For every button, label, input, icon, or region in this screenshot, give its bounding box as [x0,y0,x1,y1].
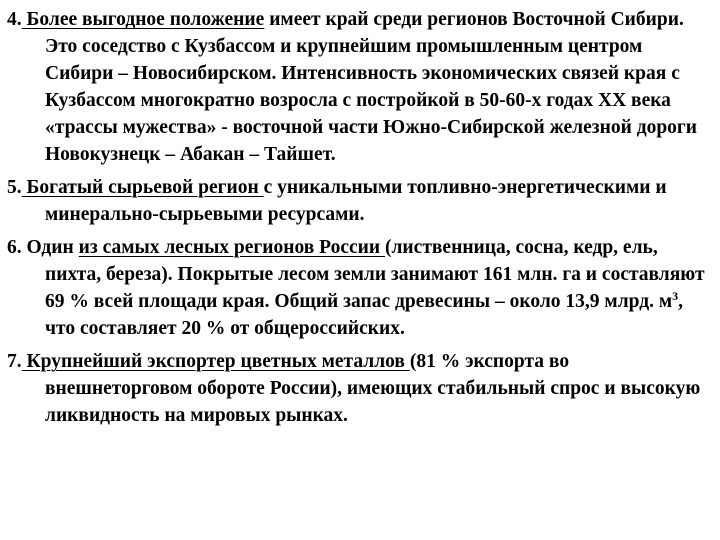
list-item-4 [7,6,715,168]
item-text: с уникальными топливно-энергетическими и минерально-сырьевыми ресурсами. [45,177,667,225]
item-number: 6. [7,237,22,258]
list-item-7 [7,348,715,429]
item-text-after: , что составляет 20 % от общероссийских. [45,291,683,339]
list-item-5 [7,174,715,228]
item-heading: Крупнейший экспортер цветных металлов [21,351,410,372]
item-text: (лиственница, сосна, кедр, ель, пихта, береза). Покрытые лесом земли занимают 161 млн. га и составляют 69 % всей площади края. Общий запас древесины – около 13,9 млрд. м [45,237,705,312]
item-text-before: Один [21,237,79,258]
item-text: (81 % экспорта во внешнеторговом обороте России), имеющих стабильный спрос и высокую ликвидность на мировых рынках. [45,351,701,426]
item-heading: из самых лесных регионов России [78,237,385,258]
item-text: имеет край среди регионов Восточной Сибири. Это соседство с Кузбассом и крупнейшим промышленным центром Сибири – Новосибирском. Интенсивность экономических связей края с Кузбассом многократно возросла с постройкой в 50-60-х годах XX века «трассы мужества» - восточной части Южно-Сибирской железной дороги Новокузнецк – Абакан – Тайшет. [45,9,698,165]
item-number: 5. [7,177,22,198]
item-number: 4. [7,9,22,30]
list-item-6 [7,234,715,342]
item-heading: Богатый сырьевой регион [21,177,264,198]
bullet-list [7,6,715,429]
item-heading: Более выгодное положение [21,9,265,30]
item-number: 7. [7,351,22,372]
superscript: 3 [672,289,679,303]
